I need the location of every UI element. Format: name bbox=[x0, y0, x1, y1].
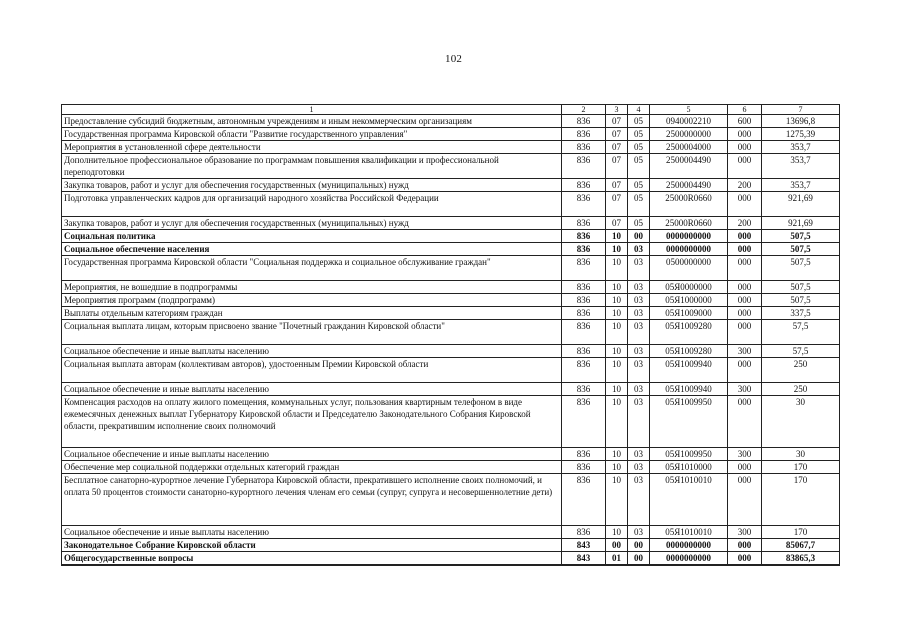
row-subsection: 03 bbox=[628, 345, 650, 358]
row-subsection: 00 bbox=[628, 539, 650, 552]
row-section: 10 bbox=[606, 256, 628, 281]
row-subsection: 03 bbox=[628, 307, 650, 320]
row-section: 10 bbox=[606, 230, 628, 243]
row-section: 07 bbox=[606, 154, 628, 179]
row-amount: 250 bbox=[762, 383, 840, 396]
header-cell: 5 bbox=[650, 105, 728, 115]
row-ministry-code: 836 bbox=[562, 179, 606, 192]
row-target-article: 05Я1009950 bbox=[650, 448, 728, 461]
row-amount: 170 bbox=[762, 474, 840, 526]
row-amount: 337,5 bbox=[762, 307, 840, 320]
table-row bbox=[62, 345, 840, 358]
row-target-article: 25000R0660 bbox=[650, 217, 728, 230]
row-amount: 1275,39 bbox=[762, 128, 840, 141]
table-header-row bbox=[62, 105, 840, 115]
table-row bbox=[62, 552, 840, 566]
row-description: Мероприятия в установленной сфере деятельности bbox=[62, 141, 562, 154]
row-target-article: 05Я1009280 bbox=[650, 345, 728, 358]
row-description: Социальная выплата авторам (коллективам авторов), удостоенным Премии Кировской области bbox=[62, 358, 562, 383]
budget-table bbox=[61, 104, 840, 566]
row-ministry-code: 836 bbox=[562, 281, 606, 294]
row-subsection: 03 bbox=[628, 461, 650, 474]
table-row bbox=[62, 383, 840, 396]
row-ministry-code: 836 bbox=[562, 345, 606, 358]
header-cell: 6 bbox=[728, 105, 762, 115]
row-description: Выплаты отдельным категориям граждан bbox=[62, 307, 562, 320]
row-amount: 507,5 bbox=[762, 281, 840, 294]
row-section: 07 bbox=[606, 179, 628, 192]
row-target-article: 05Я1010010 bbox=[650, 526, 728, 539]
row-target-article: 0000000000 bbox=[650, 230, 728, 243]
row-subsection: 05 bbox=[628, 179, 650, 192]
row-amount: 83865,3 bbox=[762, 552, 840, 566]
row-ministry-code: 836 bbox=[562, 154, 606, 179]
row-amount: 57,5 bbox=[762, 320, 840, 345]
row-description: Подготовка управленческих кадров для организаций народного хозяйства Российской Федерации bbox=[62, 192, 562, 217]
row-section: 07 bbox=[606, 141, 628, 154]
row-ministry-code: 836 bbox=[562, 141, 606, 154]
row-section: 07 bbox=[606, 192, 628, 217]
row-amount: 921,69 bbox=[762, 192, 840, 217]
row-section: 10 bbox=[606, 320, 628, 345]
row-subsection: 03 bbox=[628, 396, 650, 448]
row-ministry-code: 836 bbox=[562, 358, 606, 383]
row-ministry-code: 836 bbox=[562, 217, 606, 230]
row-ministry-code: 836 bbox=[562, 243, 606, 256]
row-expense-type: 000 bbox=[728, 281, 762, 294]
row-section: 10 bbox=[606, 307, 628, 320]
table-row bbox=[62, 461, 840, 474]
row-amount: 921,69 bbox=[762, 217, 840, 230]
table-row bbox=[62, 448, 840, 461]
row-subsection: 03 bbox=[628, 383, 650, 396]
row-ministry-code: 836 bbox=[562, 474, 606, 526]
row-description: Социальное обеспечение населения bbox=[62, 243, 562, 256]
row-section: 01 bbox=[606, 552, 628, 566]
row-target-article: 2500000000 bbox=[650, 128, 728, 141]
row-ministry-code: 836 bbox=[562, 448, 606, 461]
row-target-article: 05Я1010000 bbox=[650, 461, 728, 474]
row-expense-type: 000 bbox=[728, 320, 762, 345]
table-row bbox=[62, 526, 840, 539]
table-row bbox=[62, 115, 840, 128]
row-description: Государственная программа Кировской области "Развитие государственного управления" bbox=[62, 128, 562, 141]
row-expense-type: 600 bbox=[728, 115, 762, 128]
row-description: Дополнительное профессиональное образование по программам повышения квалификации и профессиональной переподготовки bbox=[62, 154, 562, 179]
row-target-article: 05Я1009950 bbox=[650, 396, 728, 448]
row-ministry-code: 836 bbox=[562, 256, 606, 281]
row-subsection: 05 bbox=[628, 192, 650, 217]
row-subsection: 03 bbox=[628, 474, 650, 526]
row-target-article: 2500004490 bbox=[650, 179, 728, 192]
row-section: 10 bbox=[606, 243, 628, 256]
page-number: 102 bbox=[445, 53, 463, 65]
row-amount: 507,5 bbox=[762, 294, 840, 307]
row-target-article: 05Я1009280 bbox=[650, 320, 728, 345]
row-expense-type: 000 bbox=[728, 192, 762, 217]
row-description: Социальная политика bbox=[62, 230, 562, 243]
row-description: Социальное обеспечение и иные выплаты населению bbox=[62, 526, 562, 539]
row-amount: 507,5 bbox=[762, 256, 840, 281]
row-subsection: 05 bbox=[628, 128, 650, 141]
row-amount: 170 bbox=[762, 526, 840, 539]
row-expense-type: 000 bbox=[728, 154, 762, 179]
row-expense-type: 300 bbox=[728, 345, 762, 358]
row-description: Социальное обеспечение и иные выплаты населению bbox=[62, 345, 562, 358]
row-section: 07 bbox=[606, 217, 628, 230]
row-amount: 13696,8 bbox=[762, 115, 840, 128]
row-target-article: 05Я1009940 bbox=[650, 383, 728, 396]
row-target-article: 0000000000 bbox=[650, 243, 728, 256]
row-description: Предоставление субсидий бюджетным, автономным учреждениям и иным некоммерческим организациям bbox=[62, 115, 562, 128]
row-ministry-code: 843 bbox=[562, 552, 606, 566]
table-row bbox=[62, 154, 840, 179]
row-description: Мероприятия программ (подпрограмм) bbox=[62, 294, 562, 307]
row-section: 10 bbox=[606, 294, 628, 307]
row-description: Социальное обеспечение и иные выплаты населению bbox=[62, 383, 562, 396]
table-row bbox=[62, 128, 840, 141]
row-target-article: 05Я1010010 bbox=[650, 474, 728, 526]
row-description: Обеспечение мер социальной поддержки отдельных категорий граждан bbox=[62, 461, 562, 474]
table-row bbox=[62, 230, 840, 243]
row-section: 10 bbox=[606, 461, 628, 474]
row-subsection: 00 bbox=[628, 230, 650, 243]
row-section: 10 bbox=[606, 383, 628, 396]
row-amount: 57,5 bbox=[762, 345, 840, 358]
row-description: Социальное обеспечение и иные выплаты населению bbox=[62, 448, 562, 461]
row-amount: 85067,7 bbox=[762, 539, 840, 552]
row-target-article: 2500004000 bbox=[650, 141, 728, 154]
row-section: 10 bbox=[606, 474, 628, 526]
row-target-article: 05Я1009000 bbox=[650, 307, 728, 320]
row-target-article: 0500000000 bbox=[650, 256, 728, 281]
row-amount: 353,7 bbox=[762, 141, 840, 154]
row-ministry-code: 836 bbox=[562, 320, 606, 345]
row-ministry-code: 836 bbox=[562, 383, 606, 396]
row-subsection: 03 bbox=[628, 281, 650, 294]
row-subsection: 03 bbox=[628, 294, 650, 307]
table-body bbox=[62, 105, 840, 566]
table-row bbox=[62, 141, 840, 154]
table-row bbox=[62, 294, 840, 307]
row-expense-type: 200 bbox=[728, 217, 762, 230]
row-target-article: 0000000000 bbox=[650, 552, 728, 566]
row-description: Компенсация расходов на оплату жилого помещения, коммунальных услуг, пользования квартирным телефоном в виде ежемесячных денежных выплат Губернатору Кировской области и Председателю Законодательного Собрания Кировской области, прекратившим исполнение своих полномочий bbox=[62, 396, 562, 448]
row-amount: 353,7 bbox=[762, 179, 840, 192]
row-section: 10 bbox=[606, 396, 628, 448]
row-expense-type: 300 bbox=[728, 448, 762, 461]
table-row bbox=[62, 256, 840, 281]
table-row bbox=[62, 474, 840, 526]
row-ministry-code: 836 bbox=[562, 128, 606, 141]
row-expense-type: 000 bbox=[728, 396, 762, 448]
row-description: Мероприятия, не вошедшие в подпрограммы bbox=[62, 281, 562, 294]
row-expense-type: 300 bbox=[728, 383, 762, 396]
row-description: Закупка товаров, работ и услуг для обеспечения государственных (муниципальных) нужд bbox=[62, 217, 562, 230]
row-ministry-code: 836 bbox=[562, 461, 606, 474]
row-expense-type: 000 bbox=[728, 552, 762, 566]
row-target-article: 05Я1000000 bbox=[650, 294, 728, 307]
row-section: 00 bbox=[606, 539, 628, 552]
table-row bbox=[62, 243, 840, 256]
row-ministry-code: 836 bbox=[562, 396, 606, 448]
row-ministry-code: 836 bbox=[562, 115, 606, 128]
row-expense-type: 000 bbox=[728, 461, 762, 474]
row-ministry-code: 836 bbox=[562, 192, 606, 217]
row-subsection: 03 bbox=[628, 448, 650, 461]
row-expense-type: 000 bbox=[728, 256, 762, 281]
row-target-article: 05Я0000000 bbox=[650, 281, 728, 294]
row-expense-type: 000 bbox=[728, 128, 762, 141]
row-expense-type: 300 bbox=[728, 526, 762, 539]
row-subsection: 03 bbox=[628, 358, 650, 383]
row-section: 10 bbox=[606, 281, 628, 294]
row-ministry-code: 836 bbox=[562, 526, 606, 539]
row-expense-type: 000 bbox=[728, 307, 762, 320]
row-description: Законодательное Собрание Кировской области bbox=[62, 539, 562, 552]
table-row bbox=[62, 396, 840, 448]
row-amount: 353,7 bbox=[762, 154, 840, 179]
row-subsection: 03 bbox=[628, 320, 650, 345]
row-expense-type: 200 bbox=[728, 179, 762, 192]
row-target-article: 25000R0660 bbox=[650, 192, 728, 217]
row-description: Бесплатное санаторно-курортное лечение Губернатора Кировской области, прекратившего исполнение своих полномочий, и оплата 50 процентов стоимости санаторно-курортного лечения членам его семьи (супруг, супруга и несовершеннолетние дети) bbox=[62, 474, 562, 526]
row-ministry-code: 843 bbox=[562, 539, 606, 552]
table-row bbox=[62, 539, 840, 552]
row-ministry-code: 836 bbox=[562, 294, 606, 307]
row-expense-type: 000 bbox=[728, 230, 762, 243]
row-subsection: 05 bbox=[628, 141, 650, 154]
table-row bbox=[62, 217, 840, 230]
row-subsection: 05 bbox=[628, 154, 650, 179]
row-section: 10 bbox=[606, 358, 628, 383]
row-ministry-code: 836 bbox=[562, 307, 606, 320]
row-section: 07 bbox=[606, 128, 628, 141]
row-amount: 250 bbox=[762, 358, 840, 383]
row-target-article: 2500004490 bbox=[650, 154, 728, 179]
row-description: Социальная выплата лицам, которым присвоено звание "Почетный гражданин Кировской области" bbox=[62, 320, 562, 345]
header-cell: 4 bbox=[628, 105, 650, 115]
row-expense-type: 000 bbox=[728, 243, 762, 256]
table-row bbox=[62, 192, 840, 217]
header-cell: 1 bbox=[62, 105, 562, 115]
row-amount: 30 bbox=[762, 448, 840, 461]
row-target-article: 0940002210 bbox=[650, 115, 728, 128]
row-amount: 30 bbox=[762, 396, 840, 448]
row-amount: 170 bbox=[762, 461, 840, 474]
row-description: Общегосударственные вопросы bbox=[62, 552, 562, 566]
row-subsection: 00 bbox=[628, 552, 650, 566]
row-subsection: 05 bbox=[628, 115, 650, 128]
table-row bbox=[62, 281, 840, 294]
header-cell: 7 bbox=[762, 105, 840, 115]
table-row bbox=[62, 320, 840, 345]
row-expense-type: 000 bbox=[728, 474, 762, 526]
row-expense-type: 000 bbox=[728, 539, 762, 552]
row-subsection: 03 bbox=[628, 256, 650, 281]
table-row bbox=[62, 179, 840, 192]
row-target-article: 0000000000 bbox=[650, 539, 728, 552]
row-expense-type: 000 bbox=[728, 358, 762, 383]
row-amount: 507,5 bbox=[762, 243, 840, 256]
row-subsection: 03 bbox=[628, 526, 650, 539]
table-row bbox=[62, 358, 840, 383]
row-ministry-code: 836 bbox=[562, 230, 606, 243]
row-expense-type: 000 bbox=[728, 141, 762, 154]
row-section: 10 bbox=[606, 448, 628, 461]
row-description: Государственная программа Кировской области "Социальная поддержка и социальное обслуживание граждан" bbox=[62, 256, 562, 281]
row-target-article: 05Я1009940 bbox=[650, 358, 728, 383]
row-section: 10 bbox=[606, 345, 628, 358]
row-section: 07 bbox=[606, 115, 628, 128]
row-subsection: 03 bbox=[628, 243, 650, 256]
row-subsection: 05 bbox=[628, 217, 650, 230]
row-expense-type: 000 bbox=[728, 294, 762, 307]
row-description: Закупка товаров, работ и услуг для обеспечения государственных (муниципальных) нужд bbox=[62, 179, 562, 192]
row-amount: 507,5 bbox=[762, 230, 840, 243]
table-row bbox=[62, 307, 840, 320]
row-section: 10 bbox=[606, 526, 628, 539]
header-cell: 3 bbox=[606, 105, 628, 115]
header-cell: 2 bbox=[562, 105, 606, 115]
